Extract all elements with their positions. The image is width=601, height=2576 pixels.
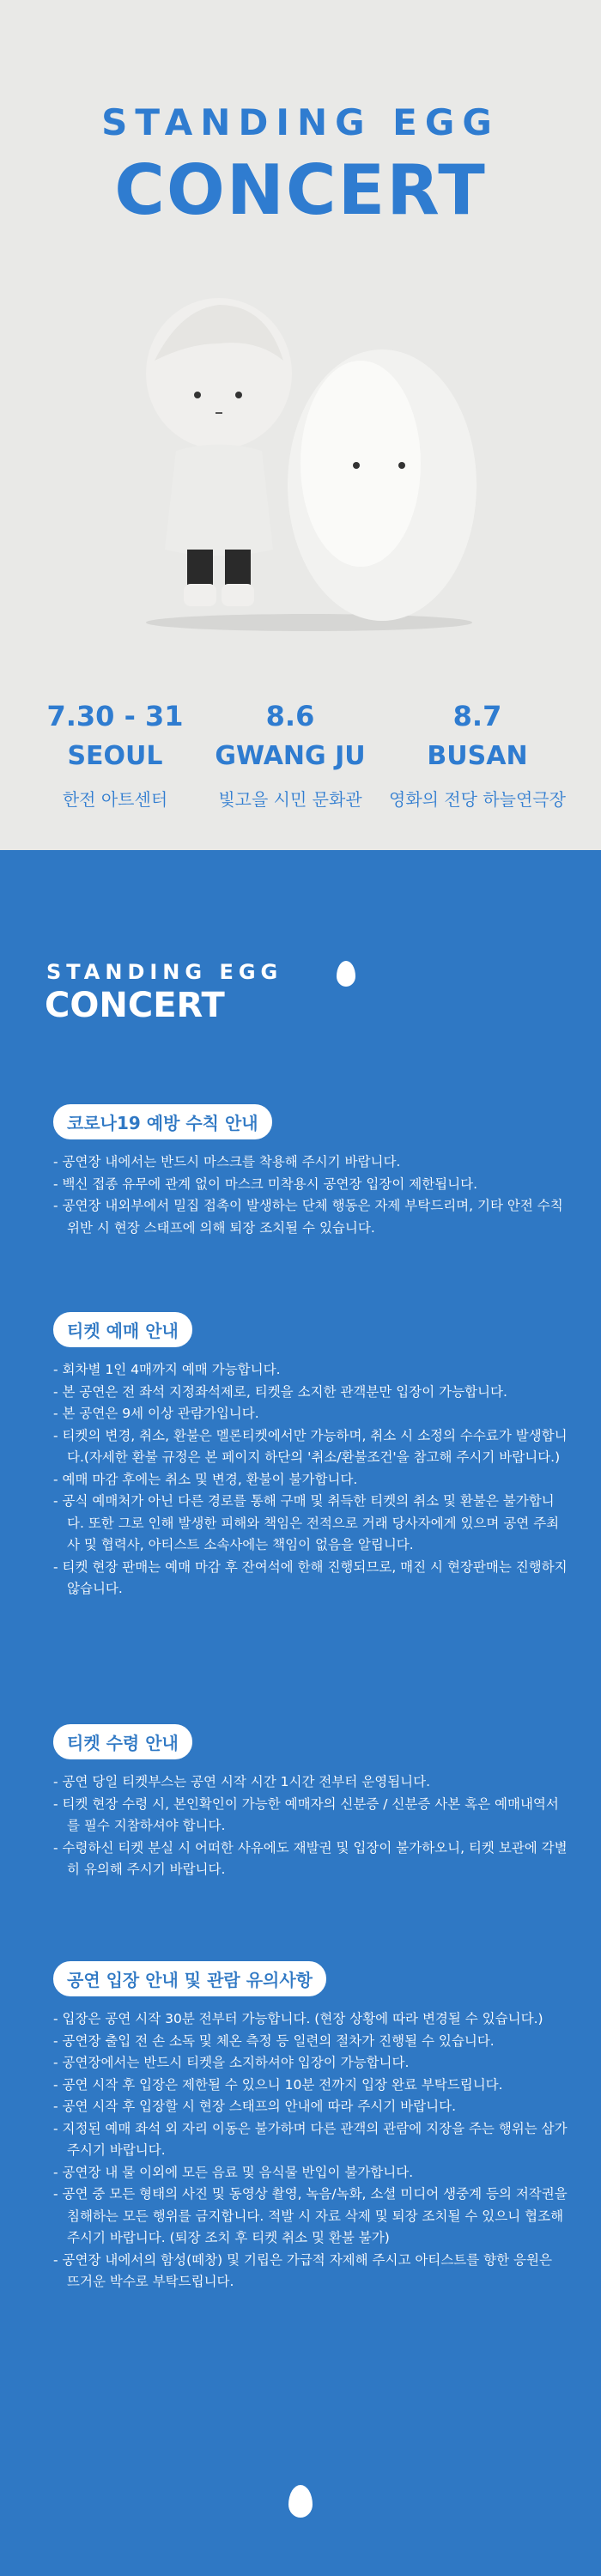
- section-title: 티켓 예매 안내: [53, 1312, 192, 1347]
- section-title: 티켓 수령 안내: [53, 1724, 192, 1759]
- list-item: - 본 공연은 9세 이상 관람가입니다.: [53, 1406, 259, 1421]
- list-item: - 수령하신 티켓 분실 시 어떠한 사유에도 재발권 및 입장이 불가하오니, 티켓 보관에 각별히 유의해 주시기 바랍니다.: [53, 1839, 568, 1877]
- list-item: - 본 공연은 전 좌석 지정좌석제로, 티켓을 소지한 관객분만 입장이 가능합니다.: [53, 1383, 507, 1400]
- schedule-date: 8.6: [265, 700, 315, 732]
- section-title: 코로나19 예방 수칙 안내: [53, 1104, 272, 1139]
- poster-title: CONCERT: [114, 150, 487, 230]
- list-item: - 티켓 현장 수령 시, 본인확인이 가능한 예매자의 신분증 / 신분증 사본 혹은 예매내역서를 필수 지참하셔야 합니다.: [53, 1795, 559, 1833]
- schedule-gwangju: [187, 700, 393, 811]
- schedule: [0, 700, 601, 837]
- list-item: - 회차별 1인 4매까지 예매 가능합니다.: [53, 1362, 281, 1377]
- list-item: - 백신 접종 유무에 관계 없이 마스크 미착용시 공연장 입장이 제한됩니다.: [53, 1176, 478, 1192]
- schedule-venue: 빛고을 시민 문화관: [218, 789, 362, 810]
- section-covid: [53, 1104, 568, 1239]
- info-logo-subtitle: STANDING EGG: [46, 960, 283, 984]
- section-items: [53, 1771, 568, 1881]
- schedule-date: 8.7: [452, 700, 502, 732]
- list-item: - 입장은 공연 시작 30분 전부터 가능합니다. (현장 상황에 따라 변경될 수 있습니다.): [53, 2011, 543, 2026]
- section-items: [53, 2008, 568, 2293]
- list-item: - 티켓의 변경, 취소, 환불은 멜론티켓에서만 가능하며, 취소 시 소정의 수수료가 발생합니다.(자세한 환불 규정은 본 페이지 하단의 '취소/환불조건'을 참고해 주시기 바랍니다.): [53, 1427, 568, 1465]
- section-entry-notice: [53, 1961, 568, 2293]
- list-item: - 지정된 예매 좌석 외 자리 이동은 불가하며 다른 관객의 관람에 지장을 주는 행위는 삼가 주시기 바랍니다.: [53, 2120, 568, 2158]
- list-item: - 공연 당일 티켓부스는 공연 시작 시간 1시간 전부터 운영됩니다.: [53, 1774, 431, 1789]
- concert-poster: [0, 0, 601, 850]
- egg-icon: [337, 961, 355, 987]
- list-item: - 공연 중 모든 형태의 사진 및 동영상 촬영, 녹음/녹화, 소셜 미디어 생중계 등의 저작권을 침해하는 모든 행위를 금지합니다. 적발 시 자료 삭제 및 퇴장 조치될 수 있으니 협조해 주시기 바랍니다. (퇴장 조치 후 티켓 취소 및 환불 불가): [53, 2186, 568, 2245]
- schedule-date: 7.30 - 31: [46, 700, 184, 732]
- schedule-busan: [374, 700, 580, 811]
- list-item: - 공연장 출입 전 손 소독 및 체온 측정 등 일련의 절차가 진행될 수 있습니다.: [53, 2032, 495, 2049]
- section-ticket-pickup: [53, 1724, 568, 1881]
- section-items: [53, 1151, 568, 1239]
- list-item: - 공연 시작 후 입장할 시 현장 스태프의 안내에 따라 주시기 바랍니다.: [53, 2099, 456, 2114]
- list-item: - 공연장 내외부에서 밀집 접촉이 발생하는 단체 행동은 자제 부탁드리며, 기타 안전 수칙 위반 시 현장 스태프에 의해 퇴장 조치될 수 있습니다.: [53, 1198, 563, 1236]
- schedule-venue: 영화의 전당 하늘연극장: [389, 789, 566, 810]
- list-item: - 공연장에서는 반드시 티켓을 소지하셔야 입장이 가능합니다.: [53, 2055, 410, 2070]
- list-item: - 공연장 내 물 이외에 모든 음료 및 음식물 반입이 불가합니다.: [53, 2164, 414, 2180]
- list-item: - 공연장 내에서의 함성(떼창) 및 기립은 가급적 자제해 주시고 아티스트를 향한 응원은 뜨거운 박수로 부탁드립니다.: [53, 2251, 552, 2289]
- schedule-city: SEOUL: [67, 741, 163, 771]
- list-item: - 예매 마감 후에는 취소 및 변경, 환불이 불가합니다.: [53, 1471, 358, 1487]
- section-items: [53, 1359, 568, 1601]
- section-ticket-booking: [53, 1312, 568, 1601]
- schedule-city: GWANG JU: [215, 741, 366, 771]
- list-item: - 공연 시작 후 입장은 제한될 수 있으니 10분 전까지 입장 완료 부탁드립니다.: [53, 2076, 503, 2093]
- schedule-venue: 한전 아트센터: [62, 789, 168, 810]
- list-item: - 공연장 내에서는 반드시 마스크를 착용해 주시기 바랍니다.: [53, 1154, 401, 1170]
- section-title: 공연 입장 안내 및 관람 유의사항: [53, 1961, 326, 1996]
- character-and-egg-illustration: [129, 292, 489, 635]
- egg-icon: [288, 2485, 313, 2518]
- poster-subtitle: STANDING EGG: [101, 101, 500, 143]
- list-item: - 공식 예매처가 아닌 다른 경로를 통해 구매 및 취득한 티켓의 취소 및 환불은 불가합니다. 또한 그로 인해 발생한 피해와 책임은 전적으로 거래 당사자에게 있으며 공연 주최사 및 협력사, 아티스트 소속사에는 책임이 없음을 알립니다.: [53, 1493, 560, 1552]
- schedule-city: BUSAN: [427, 741, 528, 771]
- info-logo-title: CONCERT: [45, 986, 225, 1025]
- list-item: - 티켓 현장 판매는 예매 마감 후 잔여석에 한해 진행되므로, 매진 시 현장판매는 진행하지 않습니다.: [53, 1558, 568, 1596]
